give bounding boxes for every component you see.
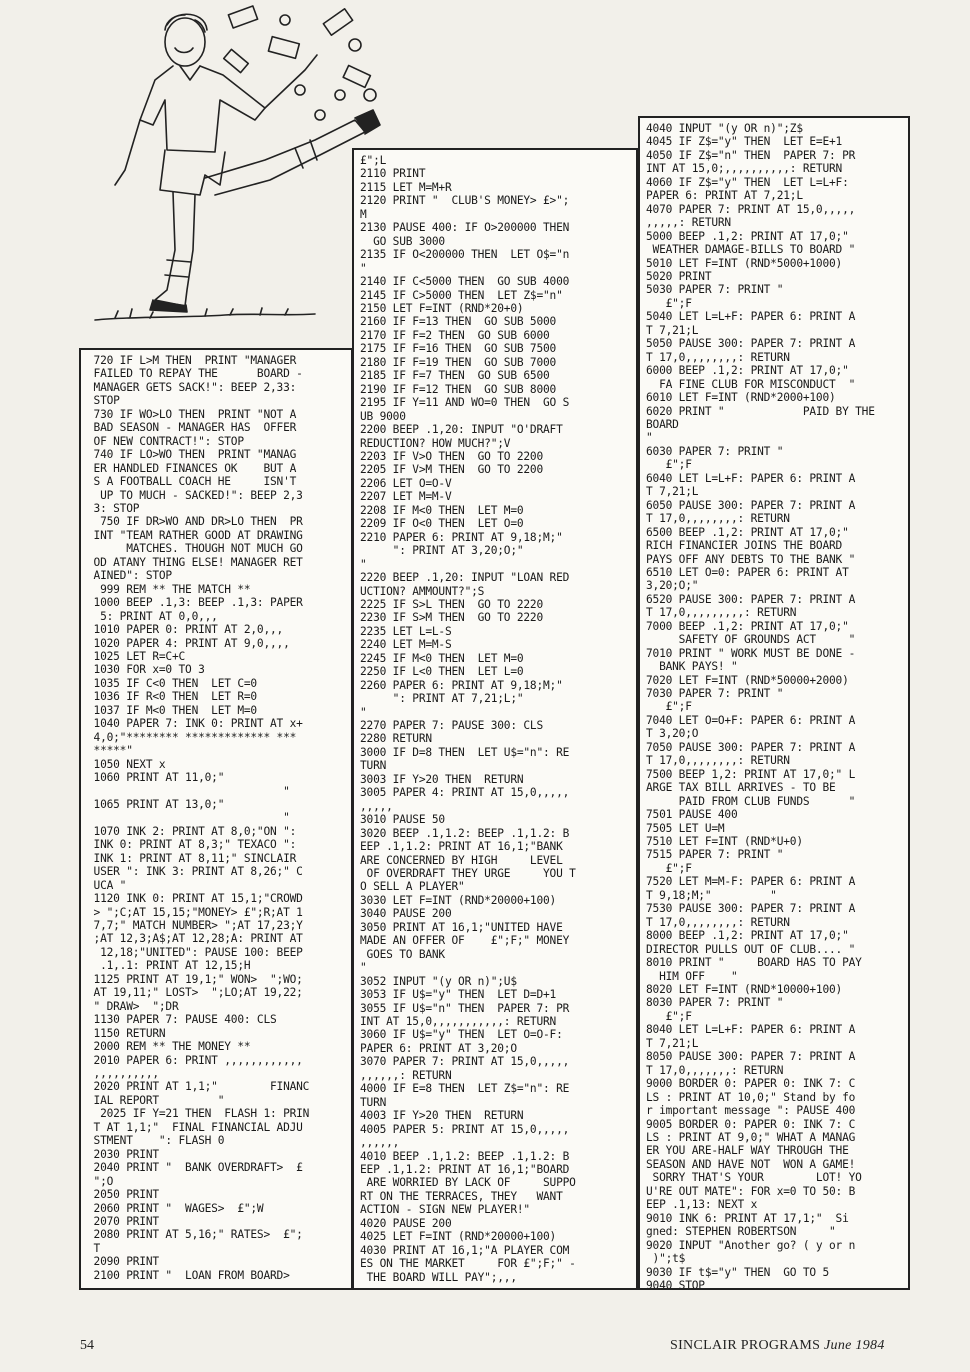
code-line: 3060 IF U$="y" THEN LET O=O-F:	[360, 1028, 563, 1042]
code-line: EEP .1,13: NEXT x	[646, 1198, 758, 1212]
code-line: *****"	[87, 744, 133, 758]
code-line: WEATHER DAMAGE-BILLS TO BOARD "	[646, 243, 856, 257]
code-line: ER YOU ARE-HALF WAY THROUGH THE	[646, 1144, 849, 1158]
code-line: 2225 IF S>L THEN GO TO 2220	[360, 597, 543, 611]
code-line: FAILED TO REPAY THE BOARD -	[87, 367, 303, 381]
code-line: "	[646, 431, 653, 445]
code-line: 3040 PAUSE 200	[360, 907, 452, 921]
code-line: EEP .1,1.2: PRINT AT 16,1;"BANK	[360, 840, 563, 854]
code-line: BANK PAYS! "	[646, 660, 738, 674]
code-line: 7020 LET F=INT (RND*50000+2000)	[646, 673, 849, 687]
code-line: 7501 PAUSE 400	[646, 808, 738, 822]
code-line: 4005 PAPER 5: PRINT AT 15,0,,,,,	[360, 1122, 570, 1136]
code-line: S A FOOTBALL COACH HE ISN'T	[87, 475, 297, 489]
code-line: )";t$	[646, 1252, 686, 1266]
page-number: 54	[80, 1338, 94, 1353]
code-line: 2195 IF Y=11 AND WO=0 THEN GO S	[360, 396, 570, 410]
code-line: 730 IF WO>LO THEN PRINT "NOT A	[87, 407, 297, 421]
code-line: gned: STEPHEN ROBERTSON "	[646, 1225, 836, 1239]
code-line: 7040 LET O=O+F: PAPER 6: PRINT A	[646, 713, 856, 727]
code-line: 2115 LET M=M+R	[360, 180, 452, 194]
code-line: O SELL A PLAYER"	[360, 880, 465, 894]
code-line: 2060 PRINT " WAGES> £";W	[87, 1201, 264, 1215]
code-line: 2240 LET M=M-S	[360, 638, 452, 652]
code-line: MATCHES. THOUGH NOT MUCH GO	[87, 542, 303, 556]
code-line: 2110 PRINT	[360, 167, 426, 181]
code-line: OD ATANY THING ELSE! MANAGER RET	[87, 555, 303, 569]
code-line: PAPER 6: PRINT AT 3,20;O	[360, 1041, 517, 1055]
code-line: OF NEW CONTRACT!": STOP	[87, 434, 244, 448]
code-line: £";F	[646, 700, 692, 714]
code-column-middle	[352, 148, 638, 1290]
code-line: 4050 IF Z$="n" THEN PAPER 7: PR	[646, 148, 856, 162]
code-line: 1030 FOR x=0 TO 3	[87, 663, 205, 677]
code-line: 4060 IF Z$="y" THEN LET L=L+F:	[646, 175, 849, 189]
code-line: 2020 PRINT AT 1,1;" FINANC	[87, 1080, 310, 1094]
code-line: 1025 LET R=C+C	[87, 649, 186, 663]
code-line: 9020 INPUT "Another go? ( y or n	[646, 1238, 856, 1252]
code-line: 2040 PRINT " BANK OVERDRAFT> £	[87, 1161, 303, 1175]
code-line: 2206 LET O=O-V	[360, 476, 452, 490]
code-line: 6010 LET F=INT (RND*2000+100)	[646, 391, 836, 405]
code-line: 12,18;"UNITED": PAUSE 100: BEEP	[87, 945, 303, 959]
code-line: 2090 PRINT	[87, 1255, 159, 1269]
code-line: RICH FINANCIER JOINS THE BOARD	[646, 539, 843, 553]
code-line: 3000 IF D=8 THEN LET U$="n": RE	[360, 745, 570, 759]
code-line: 3005 PAPER 4: PRINT AT 15,0,,,,,	[360, 786, 570, 800]
code-line: 1040 PAPER 7: INK 0: PRINT AT x+	[87, 717, 303, 731]
code-line: 4,0;"******** ************* ***	[87, 730, 297, 744]
code-line: 2150 LET F=INT (RND*20+0)	[360, 301, 524, 315]
code-line: PAID FROM CLUB FUNDS "	[646, 794, 856, 808]
code-line: £";F	[646, 861, 692, 875]
code-line: r important message ": PAUSE 400	[646, 1104, 856, 1118]
code-line: .1,.1: PRINT AT 12,15;H	[87, 959, 251, 973]
code-line: 3003 IF Y>20 THEN RETURN	[360, 772, 524, 786]
code-line: 3010 PAUSE 50	[360, 813, 445, 827]
code-line: INT AT 15,0,,,,,,,,,,,: RETURN	[360, 1015, 557, 1028]
code-line: 8000 BEEP .1,2: PRINT AT 17,0;"	[646, 929, 849, 943]
code-line: 7510 LET F=INT (RND*U+0)	[646, 835, 803, 849]
code-line: RT ON THE TERRACES, THEY WANT	[360, 1189, 563, 1203]
code-line: 4070 PAPER 7: PRINT AT 15,0,,,,,	[646, 202, 856, 216]
code-line: 2200 BEEP .1,20: INPUT "O'DRAFT	[360, 423, 563, 437]
code-line: 3053 IF U$="y" THEN LET D=D+1	[360, 988, 557, 1002]
code-line: 7505 LET U=M	[646, 821, 725, 835]
code-line: THE BOARD WILL PAY";,,,	[360, 1270, 517, 1284]
code-line: > ";C;AT 15,15;"MONEY> £";R;AT 1	[87, 905, 303, 919]
code-line: £";F	[646, 458, 692, 472]
code-line: 750 IF DR>WO AND DR>LO THEN PR	[87, 515, 303, 529]
code-line: 6030 PAPER 7: PRINT "	[646, 444, 784, 458]
code-line: 4045 IF Z$="y" THEN LET E=E+1	[646, 135, 843, 149]
code-line: MANAGER GETS SACK!": BEEP 2,33:	[87, 380, 297, 394]
code-line: ": PRINT AT 7,21;L;"	[360, 692, 524, 706]
code-line: AINED": STOP	[87, 569, 172, 583]
code-line: ARE CONCERNED BY HIGH LEVEL	[360, 853, 563, 867]
code-line: 2190 IF F=12 THEN GO SUB 8000	[360, 382, 557, 396]
code-line: ,,,,,: RETURN	[646, 216, 731, 230]
code-line: 1035 IF C<0 THEN LET C=0	[87, 676, 257, 690]
code-line: 2175 IF F=16 THEN GO SUB 7500	[360, 342, 557, 356]
code-line: T 17,0,,,,,,,,: RETURN	[646, 915, 790, 929]
code-line: 4040 INPUT "(y OR n)";Z$	[646, 122, 803, 135]
code-line: INT AT 15,0;,,,,,,,,,,: RETURN	[646, 162, 843, 176]
code-line: 5030 PAPER 7: PRINT "	[646, 283, 784, 297]
code-line: ARE WORRIED BY LACK OF SUPPO	[360, 1176, 576, 1190]
code-line: TURN	[360, 759, 387, 773]
code-line: IAL REPORT "	[87, 1093, 225, 1107]
code-line: 1036 IF R<0 THEN LET R=0	[87, 690, 257, 704]
code-line: PAYS OFF ANY DEBTS TO THE BANK "	[646, 552, 856, 566]
code-line: 7010 PRINT " WORK MUST BE DONE -	[646, 646, 856, 660]
code-line: 3052 INPUT "(y OR n)";U$	[360, 974, 517, 988]
code-line: REDUCTION? HOW MUCH?";V	[360, 436, 511, 450]
code-line: £";L	[360, 154, 387, 167]
code-line: 1000 BEEP .1,3: BEEP .1,3: PAPER	[87, 596, 303, 610]
code-line: 1070 INK 2: PRINT AT 8,0;"ON ":	[87, 824, 297, 838]
code-line: T 7,21;L	[646, 485, 699, 499]
code-line: 9010 INK 6: PRINT AT 17,1;" Si	[646, 1211, 849, 1225]
code-line: 2025 IF Y=21 THEN FLASH 1: PRIN	[87, 1107, 310, 1121]
code-line: UCTION? AMMOUNT?";S	[360, 584, 485, 598]
code-line: 2230 IF S>M THEN GO TO 2220	[360, 611, 543, 625]
code-line: 999 REM ** THE MATCH **	[87, 582, 251, 596]
code-line: 5050 PAUSE 300: PAPER 7: PRINT A	[646, 337, 856, 351]
code-line: ,,,,,,	[360, 1136, 400, 1150]
code-line: T 7,21;L	[646, 323, 699, 337]
code-line: 2203 IF V>O THEN GO TO 2200	[360, 449, 543, 463]
code-line: 8020 LET F=INT (RND*10000+100)	[646, 983, 843, 996]
code-line: 1010 PAPER 0: PRINT AT 2,0,,,	[87, 623, 284, 637]
code-line: 4025 LET F=INT (RND*20000+100)	[360, 1230, 557, 1244]
code-line: "	[360, 705, 367, 719]
code-line: MADE AN OFFER OF £";F;" MONEY	[360, 934, 570, 948]
code-line: 2250 IF L<0 THEN LET L=0	[360, 665, 524, 679]
publication-footer	[670, 1338, 885, 1354]
code-line: GO SUB 3000	[360, 234, 445, 248]
code-column-right	[638, 116, 910, 1290]
code-line: 5020 PRINT	[646, 269, 712, 283]
code-line: "	[360, 261, 367, 275]
code-line: TURN	[360, 1095, 387, 1109]
code-line: 2270 PAPER 7: PAUSE 300: CLS	[360, 719, 543, 733]
code-line: UP TO MUCH - SACKED!": BEEP 2,3	[87, 488, 303, 502]
code-line: BOARD	[646, 417, 679, 431]
code-line: UB 9000	[360, 409, 406, 423]
code-line: 2160 IF F=13 THEN GO SUB 5000	[360, 315, 557, 329]
code-line: 1020 PAPER 4: PRINT AT 9,0,,,,	[87, 636, 290, 650]
code-line: T 3,20;O	[646, 727, 699, 741]
code-line: SORRY THAT'S YOUR LOT! YO	[646, 1171, 862, 1185]
code-line: T 17,0,,,,,,,: RETURN	[646, 1063, 784, 1077]
code-line: 2280 RETURN	[360, 732, 432, 746]
code-line: 3070 PAPER 7: PRINT AT 15,0,,,,,	[360, 1055, 570, 1069]
code-line: 7515 PAPER 7: PRINT "	[646, 848, 784, 862]
code-line: T 17,0,,,,,,,,: RETURN	[646, 350, 790, 364]
code-line: 8030 PAPER 7: PRINT "	[646, 996, 784, 1010]
code-line: "	[360, 557, 367, 571]
code-line: BAD SEASON - MANAGER HAS OFFER	[87, 421, 297, 435]
code-line: DIRECTOR PULLS OUT OF CLUB.... "	[646, 942, 856, 956]
code-line: 4030 PRINT AT 16,1;"A PLAYER COM	[360, 1243, 570, 1257]
code-line: 1130 PAPER 7: PAUSE 400: CLS	[87, 1013, 277, 1027]
code-line: T AT 1,1;" FINAL FINANCIAL ADJU	[87, 1120, 303, 1134]
code-line: £";F	[646, 296, 692, 310]
code-line: 2209 IF O<0 THEN LET O=0	[360, 517, 524, 531]
issue-date: June 1984	[824, 1338, 885, 1353]
code-line: 5000 BEEP .1,2: PRINT AT 17,0;"	[646, 229, 849, 243]
code-line: 3030 LET F=INT (RND*20000+100)	[360, 893, 557, 907]
code-line: 2170 IF F=2 THEN GO SUB 6000	[360, 328, 550, 342]
code-line: "	[87, 784, 290, 798]
code-line: AT 19,11;" LOST> ";LO;AT 19,22;	[87, 986, 303, 1000]
code-line: 8050 PAUSE 300: PAPER 7: PRINT A	[646, 1050, 856, 1064]
code-line: 2120 PRINT " CLUB'S MONEY> £>";	[360, 194, 570, 208]
code-line: PAPER 6: PRINT AT 7,21;L	[646, 189, 803, 203]
code-line: 2030 PRINT	[87, 1147, 159, 1161]
code-line: ,,,,,	[360, 799, 393, 813]
code-line: GOES TO BANK	[360, 947, 445, 961]
code-line: STMENT ": FLASH 0	[87, 1134, 225, 1148]
code-line: 1125 PRINT AT 19,1;" WON> ";WO;	[87, 972, 303, 986]
code-line: 2260 PAPER 6: PRINT AT 9,18;M;"	[360, 678, 563, 692]
code-line: LS : PRINT AT 10,0;" Stand by fo	[646, 1090, 856, 1104]
code-line: 3050 PRINT AT 16,1;"UNITED HAVE	[360, 920, 563, 934]
code-line: ,,,,,,: RETURN	[360, 1068, 452, 1082]
code-line: 9000 BORDER 0: PAPER 0: INK 7: C	[646, 1077, 856, 1091]
code-column-left	[79, 348, 353, 1290]
code-line: T	[87, 1241, 101, 1255]
code-line: 2185 IF F=7 THEN GO SUB 6500	[360, 369, 550, 383]
code-line: 2130 PAUSE 400: IF O>200000 THEN	[360, 221, 570, 235]
code-line: U'RE OUT MATE": FOR x=0 TO 50: B	[646, 1184, 856, 1198]
code-line: EEP .1,1.2: PRINT AT 16,1;"BOARD	[360, 1162, 570, 1176]
code-line: 3055 IF U$="n" THEN PAPER 7: PR	[360, 1001, 570, 1015]
code-line: 4000 IF E=8 THEN LET Z$="n": RE	[360, 1082, 570, 1096]
code-line: SEASON AND HAVE NOT WON A GAME!	[646, 1157, 856, 1171]
code-line: 2145 IF C>5000 THEN LET Z$="n"	[360, 288, 563, 302]
code-line: ": PRINT AT 3,20;O;"	[360, 544, 524, 558]
code-line: 6050 PAUSE 300: PAPER 7: PRINT A	[646, 498, 856, 512]
code-line: 2235 LET L=L-S	[360, 624, 452, 638]
code-line: 4010 BEEP .1,1.2: BEEP .1,1.2: B	[360, 1149, 570, 1163]
code-line: 2220 BEEP .1,20: INPUT "LOAN RED	[360, 571, 570, 585]
code-line: ES ON THE MARKET FOR £";F;" -	[360, 1257, 576, 1271]
code-line: 6040 LET L=L+F: PAPER 6: PRINT A	[646, 471, 856, 485]
code-line: 2208 IF M<0 THEN LET M=0	[360, 503, 524, 517]
code-line: 6510 LET O=0: PAPER 6: PRINT AT	[646, 565, 849, 579]
code-line: 3020 BEEP .1,1.2: BEEP .1,1.2: B	[360, 826, 570, 840]
code-line: £";F	[646, 1009, 692, 1023]
code-line: 2205 IF V>M THEN GO TO 2200	[360, 463, 543, 477]
code-line: 7520 LET M=M-F: PAPER 6: PRINT A	[646, 875, 856, 889]
code-line: INK 0: PRINT AT 8,3;" TEXACO ":	[87, 838, 297, 852]
code-line: 2080 PRINT AT 5,16;" RATES> £";	[87, 1228, 303, 1242]
code-line: ,,,,,,,,,,	[87, 1067, 159, 1081]
code-line: T 17,0,,,,,,,,: RETURN	[646, 512, 790, 526]
code-line: 2207 LET M=M-V	[360, 490, 452, 504]
code-line: ER HANDLED FINANCES OK BUT A	[87, 461, 297, 475]
code-line: 9030 IF t$="y" THEN GO TO 5	[646, 1265, 829, 1279]
code-line: 6000 BEEP .1,2: PRINT AT 17,0;"	[646, 364, 849, 378]
code-line: 2210 PAPER 6: PRINT AT 9,18;M;"	[360, 530, 563, 544]
publication-name: SINCLAIR PROGRAMS	[670, 1338, 824, 1353]
code-line: T 7,21;L	[646, 1036, 699, 1050]
code-line: 5010 LET F=INT (RND*5000+1000)	[646, 256, 843, 270]
code-line: 9040 STOP	[646, 1278, 705, 1290]
footballer-illustration	[55, 0, 385, 345]
code-line: 5040 LET L=L+F: PAPER 6: PRINT A	[646, 310, 856, 324]
code-line: 1050 NEXT x	[87, 757, 166, 771]
code-line: FA FINE CLUB FOR MISCONDUCT "	[646, 377, 856, 391]
code-line: "	[87, 811, 290, 825]
code-line: 7,7;" MATCH NUMBER> ";AT 17,23;Y	[87, 919, 303, 933]
code-line: INK 1: PRINT AT 8,11;" SINCLAIR	[87, 851, 297, 865]
code-line: HIM OFF "	[646, 969, 738, 983]
code-line: 2000 REM ** THE MONEY **	[87, 1040, 251, 1054]
code-line: ARGE TAX BILL ARRIVES - TO BE	[646, 781, 836, 795]
code-line: 4003 IF Y>20 THEN RETURN	[360, 1109, 524, 1123]
code-line: ";O	[87, 1174, 114, 1188]
code-line: T 17,0,,,,,,,,: RETURN	[646, 754, 790, 768]
code-line: 7030 PAPER 7: PRINT "	[646, 687, 784, 701]
code-line: " DRAW> ";DR	[87, 999, 179, 1013]
code-line: ;AT 12,3;A$;AT 12,28;A: PRINT AT	[87, 932, 303, 946]
code-line: 2010 PAPER 6: PRINT ,,,,,,,,,,,,	[87, 1053, 303, 1067]
code-line: STOP	[87, 394, 120, 408]
code-line: 6500 BEEP .1,2: PRINT AT 17,0;"	[646, 525, 849, 539]
code-line: OF OVERDRAFT THEY URGE YOU T	[360, 867, 576, 881]
code-line: 7000 BEEP .1,2: PRINT AT 17,0;"	[646, 619, 849, 633]
code-line: INT "TEAM RATHER GOOD AT DRAWING	[87, 528, 303, 542]
code-line: 3: STOP	[87, 501, 140, 515]
code-line: M	[360, 207, 367, 221]
code-line: 8010 PRINT " BOARD HAS TO PAY	[646, 956, 862, 970]
code-line: 740 IF LO>WO THEN PRINT "MANAG	[87, 448, 297, 462]
code-line: 1037 IF M<0 THEN LET M=0	[87, 703, 257, 717]
code-line: 7530 PAUSE 300: PAPER 7: PRINT A	[646, 902, 856, 916]
code-line: 2100 PRINT " LOAN FROM BOARD>	[87, 1268, 290, 1282]
code-line: UCA "	[87, 878, 127, 892]
code-line: SAFETY OF GROUNDS ACT "	[646, 633, 856, 647]
code-line: 1120 INK 0: PRINT AT 15,1;"CROWD	[87, 892, 303, 906]
code-line: 2140 IF C<5000 THEN GO SUB 4000	[360, 275, 570, 289]
code-line: 2050 PRINT	[87, 1188, 159, 1202]
code-line: 1060 PRINT AT 11,0;"	[87, 771, 225, 785]
code-line: 2135 IF O<200000 THEN LET O$="n	[360, 248, 570, 262]
code-line: 8040 LET L=L+F: PAPER 6: PRINT A	[646, 1023, 856, 1037]
code-line: 6520 PAUSE 300: PAPER 7: PRINT A	[646, 592, 856, 606]
code-line: 6020 PRINT " PAID BY THE	[646, 404, 875, 418]
code-line: 720 IF L>M THEN PRINT "MANAGER	[87, 354, 297, 367]
code-line: LS : PRINT AT 9,0;" WHAT A MANAG	[646, 1130, 856, 1144]
code-line: 7050 PAUSE 300: PAPER 7: PRINT A	[646, 740, 856, 754]
code-line: 1150 RETURN	[87, 1026, 166, 1040]
code-line: 3,20;O;"	[646, 579, 699, 593]
code-line: T 9,18;M;" "	[646, 888, 777, 902]
code-line: ACTION - SIGN NEW PLAYER!"	[360, 1203, 530, 1217]
code-line: USER ": INK 3: PRINT AT 8,26;" C	[87, 865, 303, 879]
code-line: 2180 IF F=19 THEN GO SUB 7000	[360, 355, 557, 369]
code-line: 2070 PRINT	[87, 1215, 159, 1228]
code-line: 4020 PAUSE 200	[360, 1216, 452, 1230]
code-line: 7500 BEEP 1,2: PRINT AT 17,0;" L	[646, 767, 856, 781]
code-line: 1065 PRINT AT 13,0;"	[87, 797, 225, 811]
code-line: 2245 IF M<0 THEN LET M=0	[360, 651, 524, 665]
code-line: T 17,0,,,,,,,,,: RETURN	[646, 606, 797, 620]
code-line: 9005 BORDER 0: PAPER 0: INK 7: C	[646, 1117, 856, 1131]
code-line: 5: PRINT AT 0,0,,,	[87, 609, 218, 623]
code-line: "	[360, 961, 367, 975]
